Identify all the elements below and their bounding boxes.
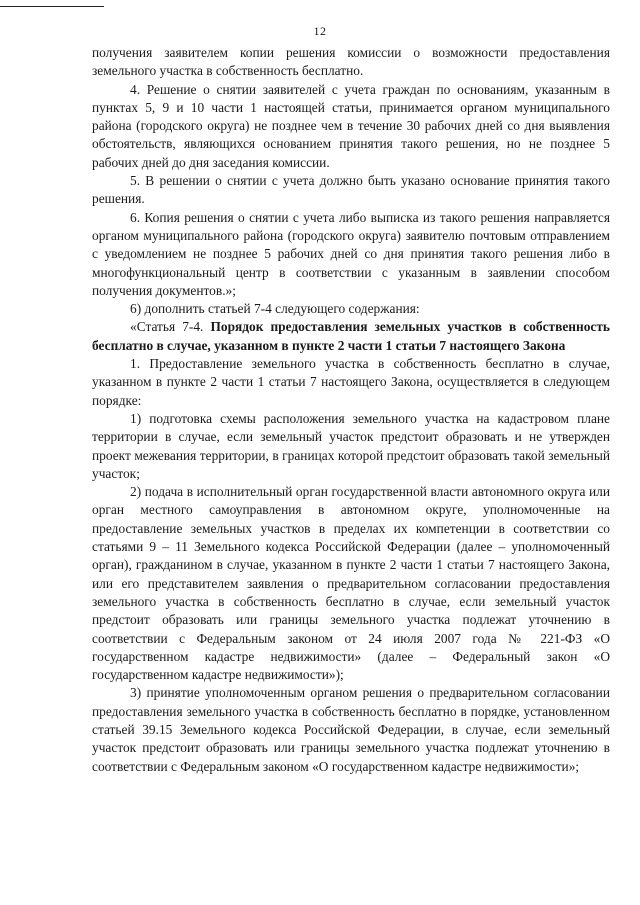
article-prefix: «Статья 7-4. (130, 319, 204, 335)
page-number: 12 (313, 24, 327, 38)
top-rule (0, 6, 104, 7)
paragraph-amendment-6: 6) дополнить статьей 7-4 следующего содержания: (130, 301, 420, 317)
document-body (92, 44, 610, 776)
article-title: Порядок предоставления земельных участков в собственность бесплатно в случае, указанном в пункте 2 части 1 статьи 7 настоящего Закона (92, 319, 610, 353)
paragraph-item-5: 5. В решении о снятии с учета должно быть указано основание принятия такого решения. (92, 173, 610, 207)
paragraph-continuation: получения заявителем копии решения комиссии о возможности предоставления земельного участка в собственность бесплатно. (92, 45, 610, 79)
article-heading (92, 318, 610, 355)
paragraph-item-6: 6. Копия решения о снятии с учета либо выписка из такого решения направляется органом муниципального района (городского округа) заявителю почтовым отправлением с уведомлением не позднее 5 рабочих дней со дня принятия такого решения либо в многофункциональный центр в соответствии с указанным в заявлении способом получения документов.»; (92, 209, 610, 298)
article-subitem-2: 2) подача в исполнительный орган государственной власти автономного округа или орган местного самоуправления в автономном округе, уполномоченные на предоставление земельных участков в пределах их компетенции в соответствии со статьями 9 – 11 Земельного кодекса Российской Федерации (далее – уполномоченный орган), гражданином в случае, указанном в пункте 2 части 1 статьи 7 настоящего Закона, или его представителем заявления о предварительном согласовании предоставления земельного участка в собственность бесплатно в случае, если земельный участок предстоит образовать или границы земельного участка подлежат уточнению в соответствии с Федеральным законом от 24 июля 2007 года № 221-ФЗ «О государственном кадастре недвижимости» (далее – Федеральный закон «О государственном кадастре недвижимости»); (92, 484, 610, 683)
article-subitem-1: 1) подготовка схемы расположения земельного участка на кадастровом плане территории в случае, если земельный участок предстоит образовать и не утвержден проект межевания территории, в границах которой предстоит образовать такой земельный участок; (92, 410, 610, 481)
article-subitem-3: 3) принятие уполномоченным органом решения о предварительном согласовании предоставления земельного участка в собственность бесплатно в порядке, установленном статьей 39.15 Земельного кодекса Российской Федерации, в случае, если земельный участок предстоит образовать или границы земельного участка подлежат уточнению в соответствии с Федеральным законом «О государственном кадастре недвижимости»; (92, 685, 610, 774)
article-paragraph-1: 1. Предоставление земельного участка в собственность бесплатно в случае, указанном в пункте 2 части 1 статьи 7 настоящего Закона, осуществляется в следующем порядке: (92, 356, 610, 408)
paragraph-item-4: 4. Решение о снятии заявителей с учета граждан по основаниям, указанным в пунктах 5, 9 и 10 части 1 настоящей статьи, принимается органом муниципального района (городского округа) не позднее чем в течение 30 рабочих дней со дня выявления обстоятельств, являющихся основанием принятия такого решения, но не позднее 5 рабочих дней до дня заседания комиссии. (92, 81, 610, 170)
